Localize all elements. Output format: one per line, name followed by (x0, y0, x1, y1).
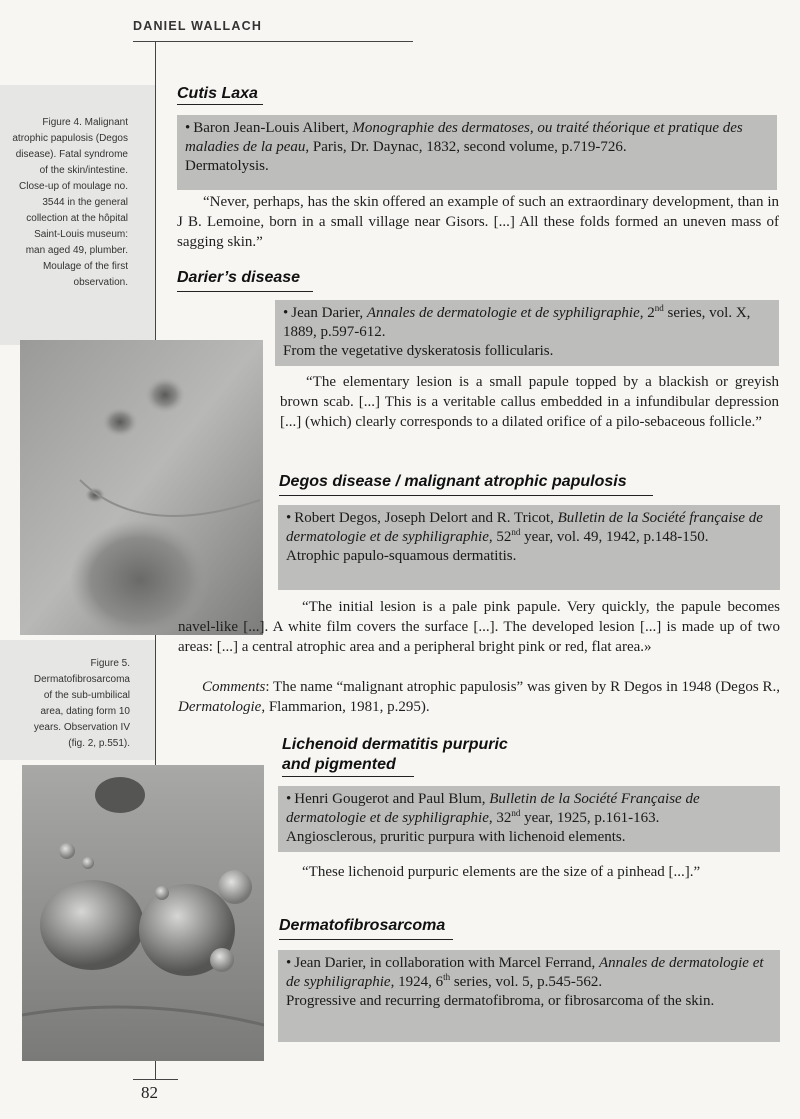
reference-box-cutis-laxa (177, 115, 777, 190)
ref-author: Jean Darier, (291, 305, 367, 321)
bullet: • (286, 510, 292, 526)
ref-superscript: nd (511, 527, 521, 537)
page-number: 82 (141, 1083, 158, 1102)
ref-details: , 52 (488, 529, 512, 545)
ref-details: , Paris, Dr. Daynac, 1832, second volume, p.719-726. (305, 139, 627, 155)
bullet: • (286, 791, 292, 807)
comments-degos (178, 677, 780, 717)
ref-details: , 1924, 6 (390, 974, 444, 990)
section-title-lichenoid (282, 735, 508, 775)
ref-work-title: Annales de dermatologie et de syphiligraphie (286, 955, 764, 990)
quote-lichenoid: “These lichenoid purpuric elements are the size of a pinhead [...].” (302, 864, 701, 880)
ref-superscript: nd (654, 303, 664, 313)
figure-4-caption: Figure 4. Malignant atrophic papulosis (Degos disease). Fatal syndrome of the skin/intestine. Close-up of moulage no. 3544 in the general collection at the hôpital Saint-Louis museum: man aged 49, plumber. Moulage of the first observation. (12, 117, 128, 288)
quote-cutis-laxa: “Never, perhaps, has the skin offered an example of such an extraordinary development, than in J B. Lemoine, born in a small village near Gisors. [...] All these folds formed an uneven mass of sagging skin.” (177, 194, 779, 250)
section-title-cutis-laxa: Cutis Laxa (177, 85, 258, 102)
title-underline (282, 776, 414, 777)
ref-note: Angiosclerous, pruritic purpura with lichenoid elements. (286, 829, 626, 845)
ref-note: Progressive and recurring dermatofibroma, or fibrosarcoma of the skin. (286, 993, 715, 1009)
ref-work-title: Bulletin de la Société française de dermatologie et de syphiligraphie (286, 510, 763, 545)
ref-note: Atrophic papulo-squamous dermatitis. (286, 548, 517, 564)
comments-text: , Flammarion, 1981, p.295). (261, 699, 430, 715)
ref-details: series, vol. 5, p.545-562. (450, 974, 603, 990)
ref-details: year, vol. 49, 1942, p.148-150. (520, 529, 709, 545)
comments-label: Comments (202, 679, 266, 695)
reference-box-lichenoid (278, 786, 780, 852)
ref-work-title: Bulletin de la Société Française de dermatologie et de syphiligraphie (286, 791, 700, 826)
figure-4-photo (20, 340, 263, 635)
figure-5-caption: Figure 5. Dermatofibrosarcoma of the sub-umbilical area, dating form 10 years. Observation IV (fig. 2, p.551). (33, 658, 130, 749)
section-title-dermatofibrosarcoma: Dermatofibrosarcoma (279, 917, 446, 934)
ref-details: series, vol. X, 1889, p.597-612. (283, 305, 751, 340)
bullet: • (185, 120, 191, 136)
comments-work-title: Dermatologie (178, 699, 262, 715)
quote-darier: “The elementary lesion is a small papule topped by a blackish or greyish brown scab. [...] This is a veritable callus embedded in a infundibular depression [...] (which) clearly corresponds to a dilated orifice of a pilo-sebaceous follicle.” (280, 374, 779, 430)
reference-box-degos (278, 505, 780, 590)
ref-author: Jean Darier, in collaboration with Marcel Ferrand, (294, 955, 599, 971)
ref-work-title: Annales de dermatologie et de syphiligraphie (366, 305, 640, 321)
reference-box-darier (275, 300, 779, 366)
ref-details: year, 1925, p.161-163. (520, 810, 660, 826)
ref-author: Baron Jean-Louis Alibert, (193, 120, 353, 136)
reference-box-dermatofibrosarcoma (278, 950, 780, 1042)
ref-superscript: nd (511, 808, 521, 818)
header-rule (133, 41, 413, 42)
title-line: and pigmented (282, 756, 396, 773)
section-title-degos: Degos disease / malignant atrophic papulosis (279, 473, 627, 490)
section-title-darier: Darier’s disease (177, 269, 301, 286)
title-underline (279, 495, 653, 496)
title-line: Lichenoid dermatitis purpuric (282, 736, 508, 753)
footer-rule (133, 1079, 178, 1080)
ref-note: Dermatolysis. (185, 158, 269, 174)
ref-work-title: Monographie des dermatoses, ou traité théorique et pratique des maladies de la peau (185, 120, 743, 155)
comments-text: : The name “malignant atrophic papulosis” was given by R Degos in 1948 (Degos R., (265, 679, 780, 695)
ref-note: From the vegetative dyskeratosis follicularis. (283, 343, 554, 359)
quote-degos: “The initial lesion is a pale pink papule. Very quickly, the papule becomes navel-like [...]. A white film covers the surface [...]. The developed lesion [...] is made up of two areas: [...] a central atrophic area and a peripheral bright pink or red, flat area.» (178, 599, 780, 655)
ref-superscript: th (443, 972, 451, 982)
ref-details: , 2 (639, 305, 655, 321)
ref-details: , 32 (488, 810, 512, 826)
ref-author: Robert Degos, Joseph Delort and R. Tricot, (294, 510, 558, 526)
running-header-author: DANIEL WALLACH (133, 19, 263, 33)
title-underline (279, 939, 453, 940)
bullet: • (283, 305, 289, 321)
title-underline (177, 291, 313, 292)
ref-author: Henri Gougerot and Paul Blum, (294, 791, 490, 807)
bullet: • (286, 955, 292, 971)
figure-5-photo (22, 765, 264, 1061)
title-underline (177, 104, 263, 105)
